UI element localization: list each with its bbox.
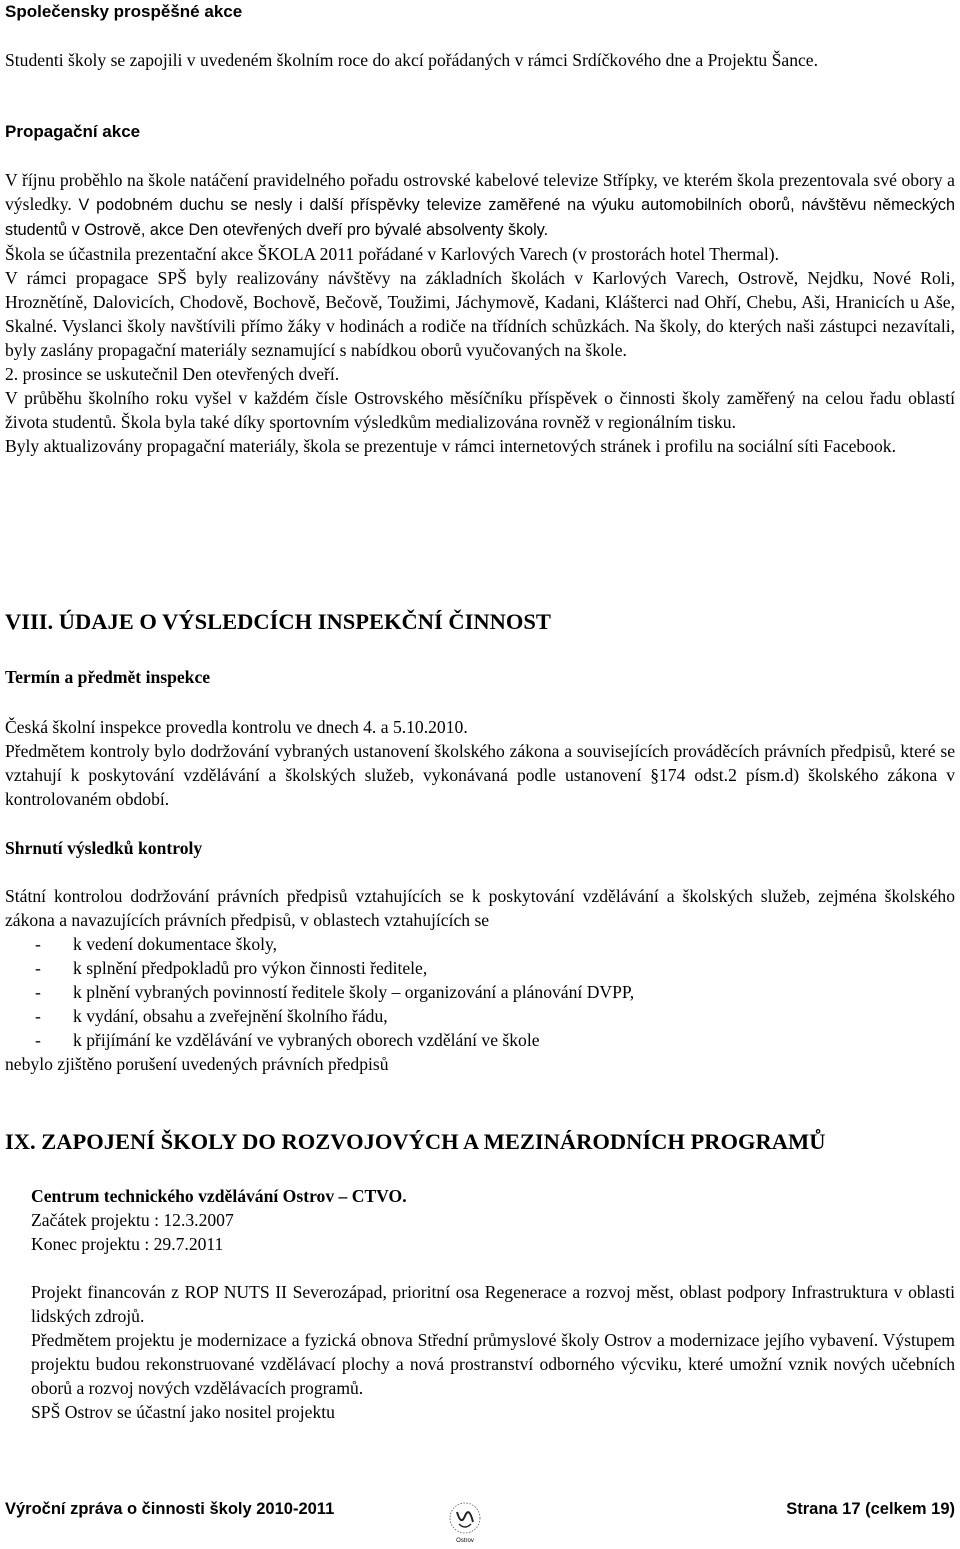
- promo-text-block: [5, 168, 955, 458]
- footer-report-title: Výroční zpráva o činnosti školy 2010-2011: [5, 1500, 335, 1518]
- chapter-8-sub1-block: [5, 665, 955, 689]
- results-conclusion: nebylo zjištěno porušení uvedených právních předpisů: [5, 1054, 389, 1074]
- list-item-text: k přijímání ke vzdělávání ve vybraných oborech vzdělání ve škole: [73, 1030, 540, 1050]
- project-description: [31, 1280, 955, 1424]
- promo-heading-block: [5, 120, 955, 144]
- project-name: Centrum technického vzdělávání Ostrov – CTVO.: [31, 1186, 407, 1206]
- social-paragraph: Studenti školy se zapojili v uvedeném školním roce do akcí pořádaných v rámci Srdíčkového dne a Projektu Šance.: [5, 50, 819, 70]
- chapter-8-sub2-block: [5, 836, 955, 860]
- promo-paragraph-6: Byly aktualizovány propagační materiály, škola se prezentuje v rámci internetových stránek i profilu na sociální síti Facebook.: [5, 436, 896, 456]
- list-item-text: k vydání, obsahu a zveřejnění školního řádu,: [73, 1006, 388, 1026]
- project-end: Konec projektu : 29.7.2011: [31, 1234, 224, 1254]
- results-summary-heading: Shrnutí výsledků kontroly: [5, 838, 203, 858]
- project-funding-paragraph: Projekt financován z ROP NUTS II Severozápad, prioritní osa Regenerace a rozvoj měst, oblast podpory Infrastruktura v oblasti lidských zdrojů.: [31, 1282, 955, 1326]
- chapter-8-title: VIII. ÚDAJE O VÝSLEDCÍCH INSPEKČNÍ ČINNOST: [5, 609, 551, 634]
- inspection-subject-paragraph: Předmětem kontroly bylo dodržování vybraných ustanovení školského zákona a souvisejících prováděcích právních předpisů, které se vztahují k poskytování vzdělávání a školských služeb, vykonávaná podle ustanovení §174 odst.2 písm.d) školského zákona v kontrolovaném období.: [5, 741, 955, 809]
- project-participation-paragraph: SPŠ Ostrov se účastní jako nositel projektu: [31, 1402, 335, 1422]
- chapter-9-title: IX. ZAPOJENÍ ŠKOLY DO ROZVOJOVÝCH A MEZINÁRODNÍCH PROGRAMŮ: [5, 1129, 826, 1154]
- inspection-date-heading: Termín a předmět inspekce: [5, 667, 211, 687]
- promo-paragraph-1-sans: V podobném duchu se nesly i další příspěvky televize zaměřené na výuku automobilních oborů, návštěvu německých studentů v Ostrově, akce Den otevřených dveří pro bývalé absolventy školy.: [5, 196, 955, 239]
- page-footer: [5, 1498, 955, 1544]
- chapter-8-text-block: [5, 715, 955, 811]
- footer-page-number: Strana 17 (celkem 19): [786, 1500, 955, 1518]
- project-subject-paragraph: Předmětem projektu je modernizace a fyzická obnova Střední průmyslové školy Ostrov a modernizace jejího vybavení. Výstupem projektu budou rekonstruované vzdělávací plochy a nová prostranství odborného výcviku, které umožní vznik nových učebních oborů a rozvoj nových vzdělávacích programů.: [31, 1330, 955, 1398]
- list-dash: -: [35, 982, 41, 1002]
- list-item-text: k splnění předpokladů pro výkon činnosti ředitele,: [73, 958, 428, 978]
- logo-text: Ostrov: [456, 1538, 474, 1544]
- list-dash: -: [35, 1030, 41, 1050]
- chapter-9: [5, 1128, 955, 1156]
- chapter-8: [5, 608, 955, 636]
- results-list: [5, 932, 955, 1076]
- list-dash: -: [35, 958, 41, 978]
- social-text-block: [5, 48, 955, 72]
- list-item-text: k vedení dokumentace školy,: [73, 934, 278, 954]
- social-section: [5, 0, 955, 24]
- list-dash: -: [35, 934, 41, 954]
- inspection-date-paragraph: Česká školní inspekce provedla kontrolu ve dnech 4. a 5.10.2010.: [5, 717, 468, 737]
- project-block: [31, 1184, 955, 1256]
- project-start: Začátek projektu : 12.3.2007: [31, 1210, 234, 1230]
- list-conclusion-row: [5, 1052, 389, 1076]
- list-item-text: k plnění vybraných povinností ředitele školy – organizování a plánování DVPP,: [73, 982, 635, 1002]
- school-logo-icon: [445, 1500, 485, 1544]
- results-paragraph: Státní kontrolou dodržování právních předpisů vztahujících se k poskytování vzdělávání a školských služeb, zejména školského zákona a navazujících právních předpisů, v oblastech vztahujících se: [5, 886, 955, 930]
- promo-paragraph-5: V průběhu školního roku vyšel v každém čísle Ostrovského měsíčníku příspěvek o činnosti školy zaměřený na celou řadu oblastí života studentů. Škola byla také díky sportovním výsledkům medializována rovněž v regionálním tisku.: [5, 388, 955, 432]
- promo-paragraph-1-serif: V říjnu proběhlo na škole natáčení pravidelného pořadu ostrovské kabelové televize Střípky, ve kterém škola prezentovala své obory a výsledky.: [5, 170, 955, 214]
- promo-paragraph-1: [5, 168, 955, 242]
- promo-paragraph-3: V rámci propagace SPŠ byly realizovány návštěvy na základních školách v Karlových Varech, Ostrově, Nejdku, Nové Roli, Hroznětíně, Dalovicích, Chodově, Bochově, Bečově, Toužimi, Jáchymově, Kadani, Klášterci nad Ohří, Chebu, Aši, Hranicích u Aše, Skalné. Vyslanci školy navštívili přímo žáky v hodinách a rodiče na třídních schůzkách. Na školy, do kterých naši zástupci nezavítali, byly zaslány propagační materiály seznamující s nabídkou oborů vyučovaných na škole.: [5, 268, 955, 360]
- results-paragraph-block: [5, 884, 955, 932]
- section-heading-social: Společensky prospěšné akce: [5, 2, 243, 21]
- promo-paragraph-4: 2. prosince se uskutečnil Den otevřených dveří.: [5, 364, 340, 384]
- list-dash: -: [35, 1006, 41, 1026]
- promo-paragraph-2: Škola se účastnila prezentační akce ŠKOLA 2011 pořádané v Karlových Varech (v prostorách hotel Thermal).: [5, 244, 780, 264]
- section-heading-promo: Propagační akce: [5, 122, 141, 141]
